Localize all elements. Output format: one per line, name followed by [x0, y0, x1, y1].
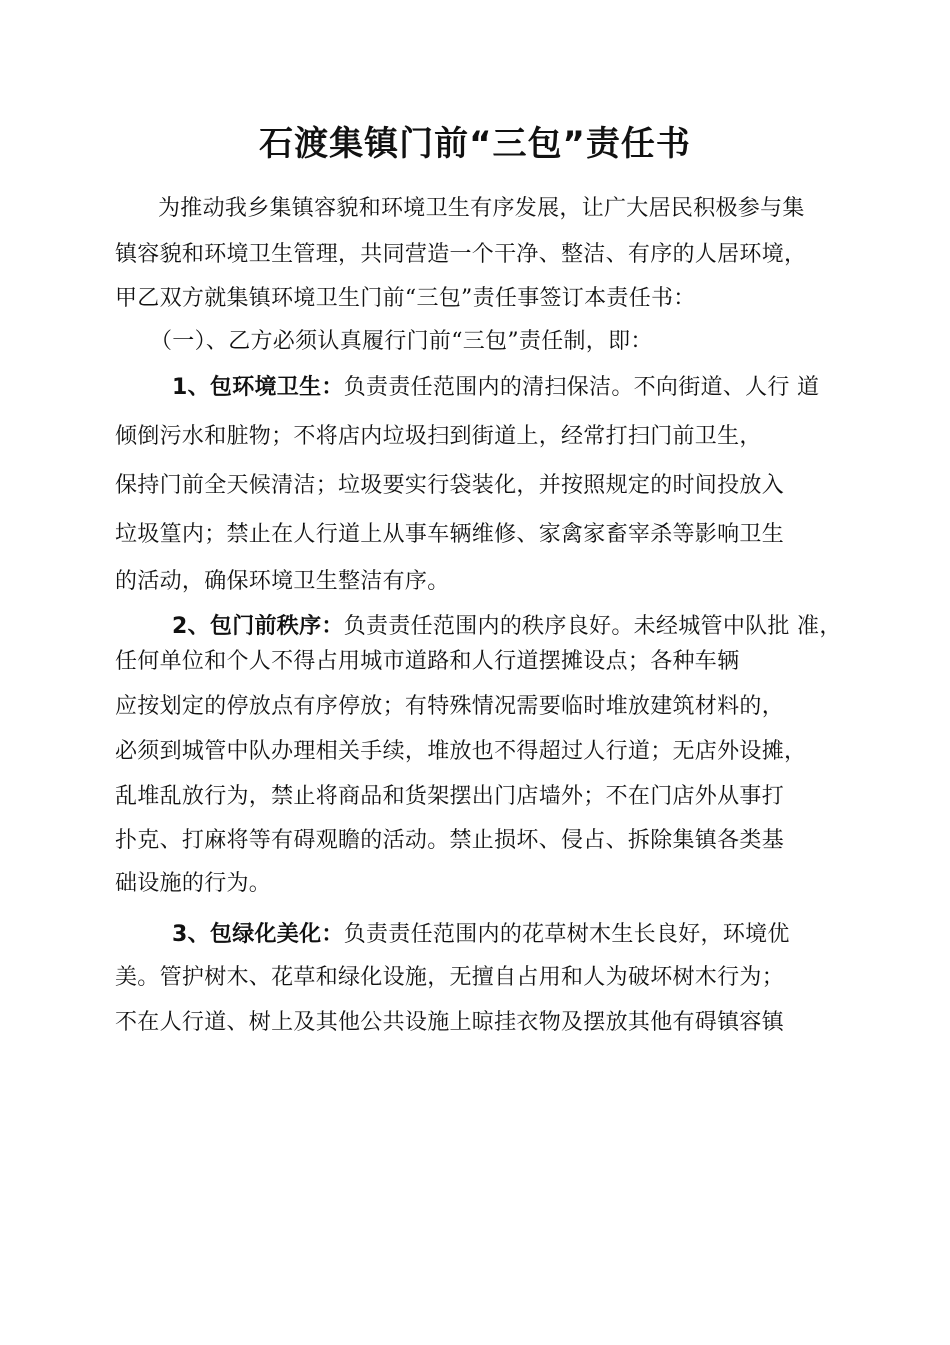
item-1-text: 负责责任范围内的清扫保洁。不向街道、人行 道: [343, 375, 820, 400]
item-1-line-2: 倾倒污水和脏物；不将店内垃圾扫到街道上，经常打扫门前卫生，: [115, 424, 762, 449]
item-2-first-line: [172, 612, 912, 642]
item-1-line-4: 垃圾篁内；禁止在人行道上从事车辆维修、家禽家畜宰杀等影响卫生: [115, 522, 785, 547]
item-2-line-7: 础设施的行为。: [115, 871, 272, 896]
item-3-line-3: 不在人行道、树上及其他公共设施上晾挂衣物及摆放其他有碍镇容镇: [115, 1010, 785, 1035]
intro-line-3: 甲乙双方就集镇环境卫生门前“三包”责任事签订本责任书：: [115, 286, 696, 311]
item-2-text: 负责责任范围内的秩序良好。未经城管中队批 准，: [343, 614, 842, 639]
item-1-line-3: 保持门前全天候清洁；垃圾要实行袋装化，并按照规定的时间投放入: [115, 473, 785, 498]
item-2-line-6: 扑克、打麻将等有碍观瞻的活动。禁止损坏、侵占、拆除集镇各类基: [115, 828, 785, 853]
item-2-line-5: 乱堆乱放行为，禁止将商品和货架摆出门店墙外；不在门店外从事打: [115, 784, 785, 809]
item-2-line-3: 应按划定的停放点有序停放；有特殊情况需要临时堆放建筑材料的，: [115, 694, 785, 719]
item-2-heading: 2、包门前秩序：: [172, 614, 344, 639]
item-2-line-4: 必须到城管中队办理相关手续，堆放也不得超过人行道；无店外设摊，: [115, 739, 807, 764]
item-1-heading: 1、包环境卫生：: [172, 375, 344, 400]
item-3-line-2: 美。管护树木、花草和绿化设施，无擅自占用和人为破坏树木行为；: [115, 965, 785, 990]
item-1-first-line: [172, 373, 912, 403]
intro-line-1: 为推动我乡集镇容貌和环境卫生有序发展，让广大居民积极参与集: [158, 196, 805, 221]
item-1-line-5: 的活动，确保环境卫生整洁有序。: [115, 569, 450, 594]
clause-1-intro: （一）、乙方必须认真履行门前“三包”责任制，即：: [150, 329, 653, 354]
intro-line-2: 镇容貌和环境卫生管理，共同营造一个干净、整洁、有序的人居环境，: [115, 242, 807, 267]
item-3-heading: 3、包绿化美化：: [172, 922, 344, 947]
item-3-text: 负责责任范围内的花草树木生长良好，环境优: [343, 922, 790, 947]
item-3-first-line: [172, 920, 912, 950]
document-title: 石渡集镇门前“三包”责任书: [259, 124, 691, 164]
item-2-line-2: 任何单位和个人不得占用城市道路和人行道摆摊设点；各种车辆: [115, 649, 740, 674]
